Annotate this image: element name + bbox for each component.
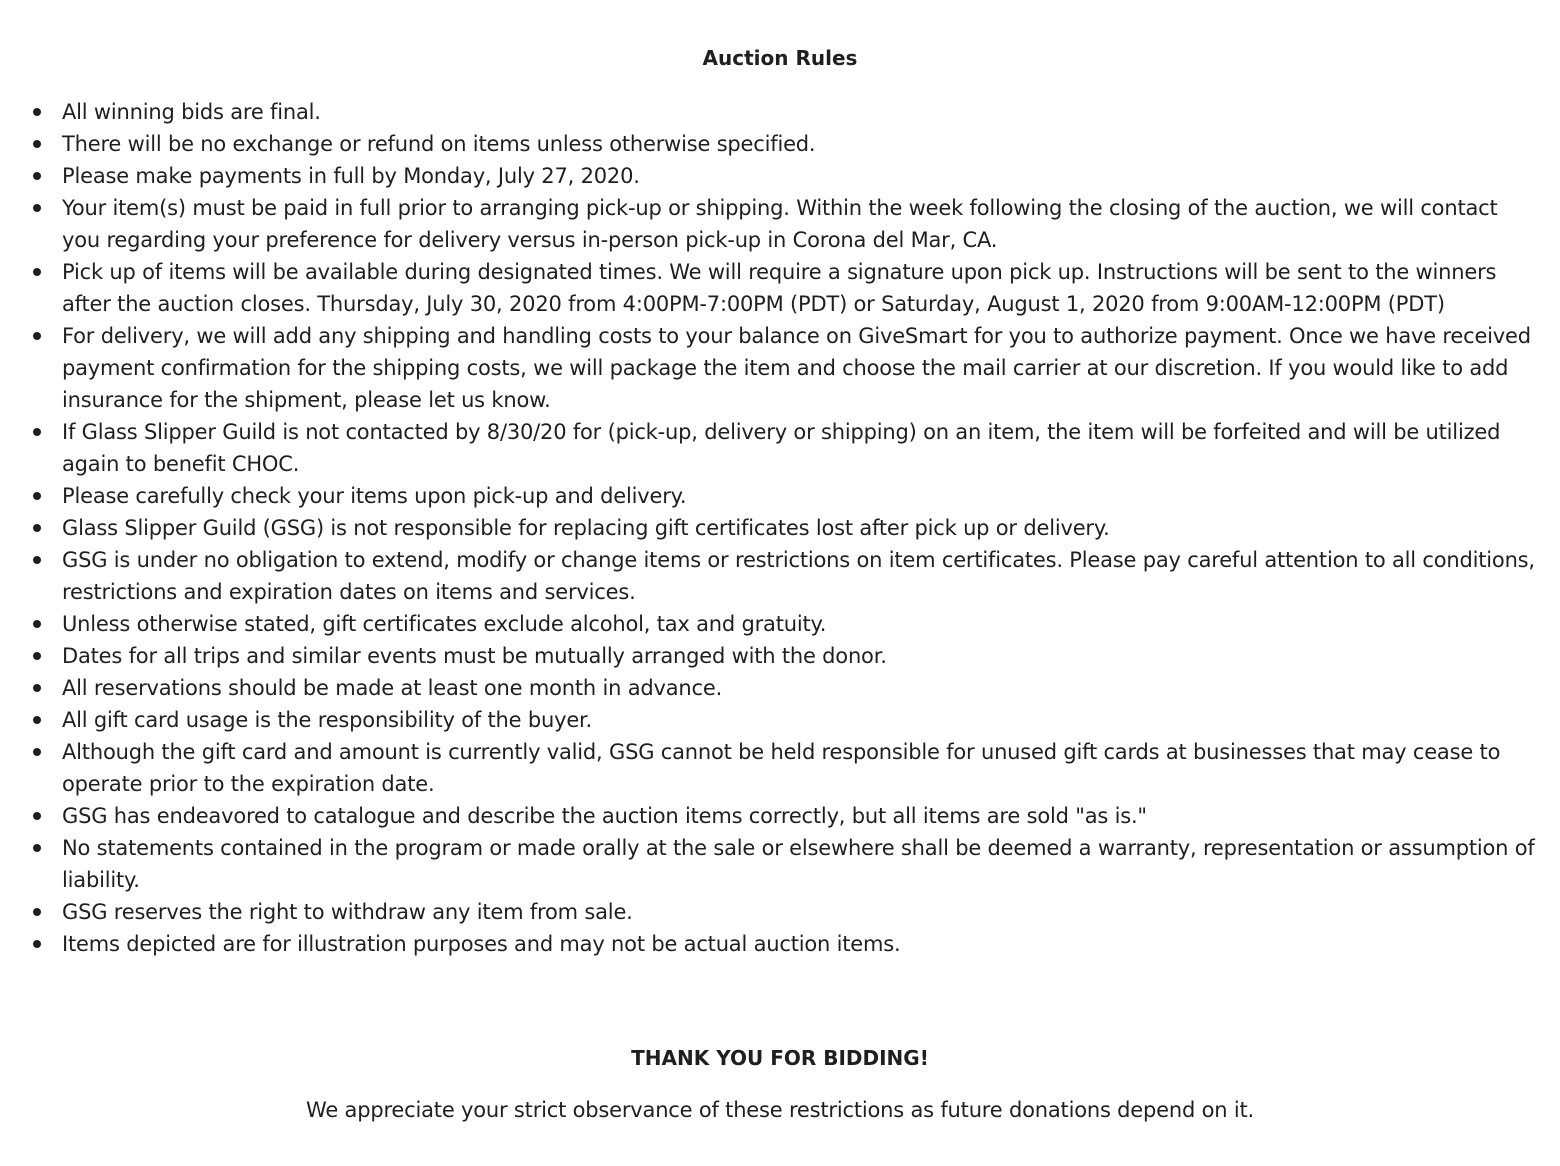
thank-you-heading: THANK YOU FOR BIDDING!: [631, 1046, 929, 1070]
list-item: GSG reserves the right to withdraw any item from sale.: [62, 896, 1536, 928]
page-title: Auction Rules: [702, 46, 858, 70]
list-item: Unless otherwise stated, gift certificates exclude alcohol, tax and gratuity.: [62, 608, 1536, 640]
list-item: GSG has endeavored to catalogue and describe the auction items correctly, but all items are sold "as is.": [62, 800, 1536, 832]
list-item: There will be no exchange or refund on items unless otherwise specified.: [62, 128, 1536, 160]
list-item: All gift card usage is the responsibility of the buyer.: [62, 704, 1536, 736]
list-item: Pick up of items will be available during designated times. We will require a signature upon pick up. Instructions will be sent to the winners after the auction closes. Thursday, July 30, 2020 from 4:00PM-7:00PM (PDT) or Saturday, August 1, 2020 from 9:00AM-12:00PM (PDT): [62, 256, 1536, 320]
list-item: All reservations should be made at least one month in advance.: [62, 672, 1536, 704]
list-item: If Glass Slipper Guild is not contacted by 8/30/20 for (pick-up, delivery or shipping) on an item, the item will be forfeited and will be utilized again to benefit CHOC.: [62, 416, 1536, 480]
list-item: Please make payments in full by Monday, July 27, 2020.: [62, 160, 1536, 192]
rules-list: [24, 96, 1536, 960]
list-item: Dates for all trips and similar events must be mutually arranged with the donor.: [62, 640, 1536, 672]
list-item: GSG is under no obligation to extend, modify or change items or restrictions on item certificates. Please pay careful attention to all conditions, restrictions and expiration dates on items and services.: [62, 544, 1536, 608]
list-item: Your item(s) must be paid in full prior to arranging pick-up or shipping. Within the week following the closing of the auction, we will contact you regarding your preference for delivery versus in-person pick-up in Corona del Mar, CA.: [62, 192, 1536, 256]
list-item: No statements contained in the program or made orally at the sale or elsewhere shall be deemed a warranty, representation or assumption of liability.: [62, 832, 1536, 896]
closing-note: We appreciate your strict observance of these restrictions as future donations depend on it.: [306, 1098, 1254, 1122]
list-item: Please carefully check your items upon pick-up and delivery.: [62, 480, 1536, 512]
list-item: For delivery, we will add any shipping and handling costs to your balance on GiveSmart for you to authorize payment. Once we have received payment confirmation for the shipping costs, we will package the item and choose the mail carrier at our discretion. If you would like to add insurance for the shipment, please let us know.: [62, 320, 1536, 416]
list-item: Items depicted are for illustration purposes and may not be actual auction items.: [62, 928, 1536, 960]
list-item: All winning bids are final.: [62, 96, 1536, 128]
list-item: Glass Slipper Guild (GSG) is not responsible for replacing gift certificates lost after pick up or delivery.: [62, 512, 1536, 544]
list-item: Although the gift card and amount is currently valid, GSG cannot be held responsible for unused gift cards at businesses that may cease to operate prior to the expiration date.: [62, 736, 1536, 800]
